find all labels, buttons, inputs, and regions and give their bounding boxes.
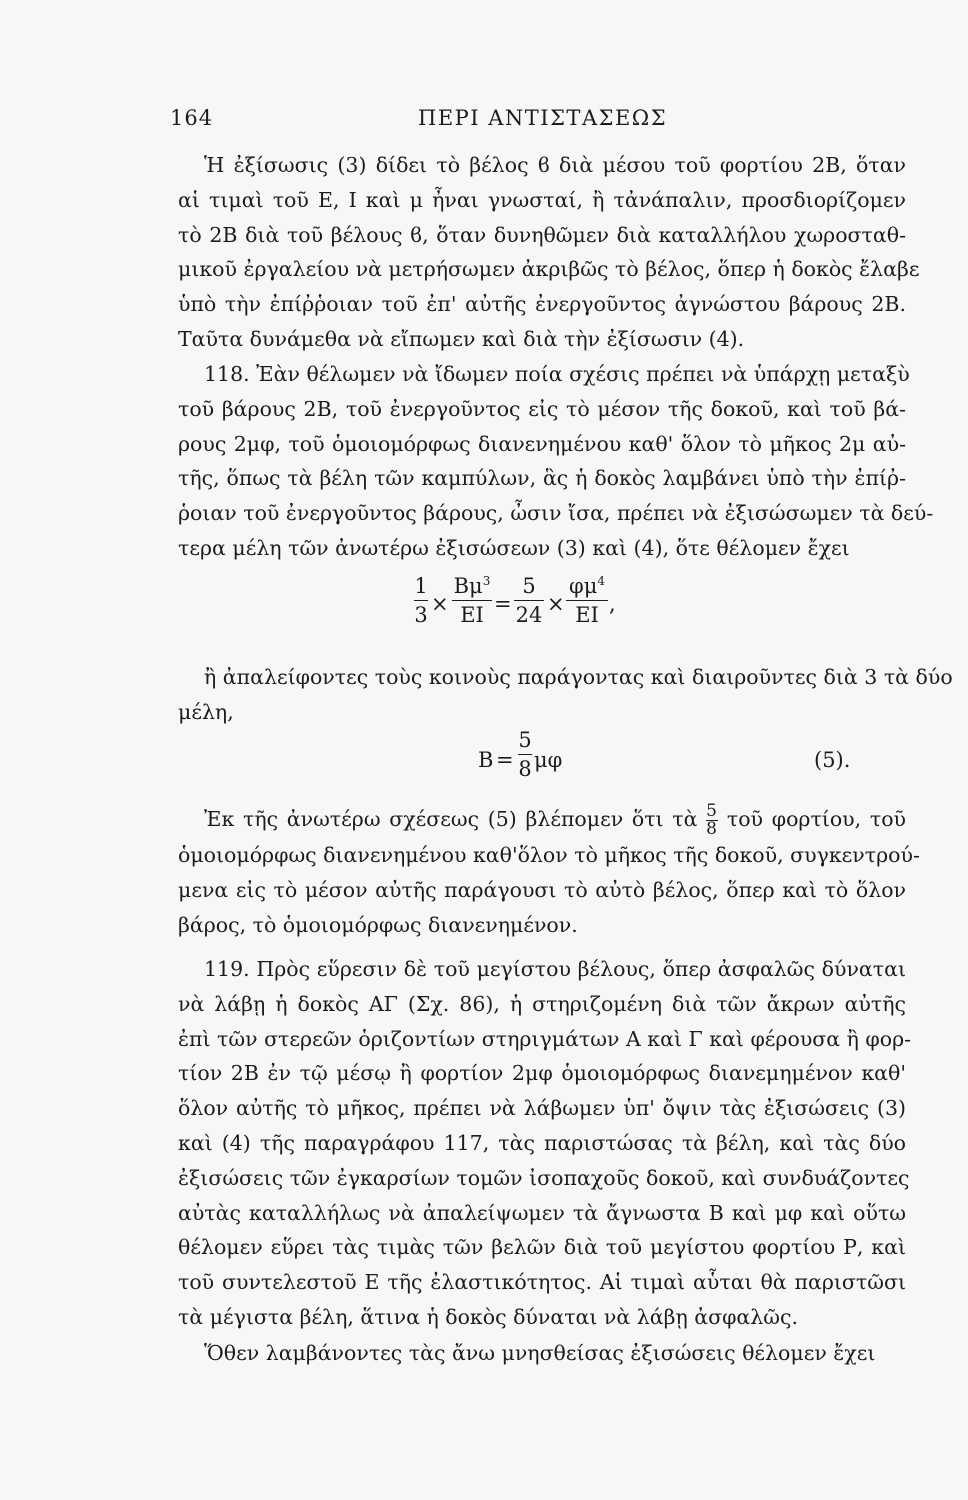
equals-sign: = <box>496 748 514 772</box>
page-number: 164 <box>170 106 214 130</box>
paragraph-119 <box>178 952 912 1335</box>
text-line: Ὅθεν λαμβάνοντες τὰς ἄνω μνησθείσας ἐξισώσεις θέλομεν ἔχει <box>204 1341 876 1365</box>
equation-rhs: μφ <box>534 748 563 772</box>
text-line: ῥοιαν τοῦ ἐνεργοῦντος βάρους, ὦσιν ἴσα, πρέπει νὰ ἐξισώσωμεν τὰ δεύ- <box>178 501 934 526</box>
inline-fraction <box>706 803 718 838</box>
text-line: Ἡ ἐξίσωσις (3) δίδει τὸ βέλος ϐ διὰ μέσου τοῦ φορτίου 2Β, ὅταν <box>204 153 906 177</box>
text-line: ὑπὸ τὴν ἐπίῤῥοιαν τοῦ ἐπ' αὐτῆς ἐνεργοῦντος ἀγνώστου βάρους 2Β. <box>178 292 906 317</box>
text-line: ρους 2μφ, τοῦ ὁμοιομόρφως διανενημένου καθ' ὅλον τὸ μῆκος 2μ αὐ- <box>178 431 906 456</box>
text-line: ὅλον αὐτῆς τὸ μῆκος, πρέπει νὰ λάβωμεν ὑπ' ὄψιν τὰς ἐξισώσεις (3) <box>178 1096 906 1121</box>
text-line: ὁμοιομόρφως διανενημένου καθ'ὅλον τὸ μῆκος τῆς δοκοῦ, συγκεντρού- <box>178 843 920 867</box>
times-sign: × <box>547 592 565 616</box>
text-line: βάρος, τὸ ὁμοιομόρφως διανενημένον. <box>178 912 578 937</box>
text-line: τίον 2Β ἐν τῷ μέσῳ ἢ φορτίον 2μφ ὁμοιομόρφως διανεμημένον καθ' <box>178 1061 906 1086</box>
equals-sign: = <box>494 592 512 616</box>
numerator: 5 <box>518 728 532 752</box>
equation-beam-deflection <box>414 574 654 654</box>
text-line: μενα εἰς τὸ μέσον αὐτῆς παράγουσι τὸ αὐτὸ βέλος, ὅπερ καὶ τὸ ὅλον <box>178 877 906 902</box>
text-line: μικοῦ ἐργαλείου νὰ μετρήσωμεν ἀκριβῶς τὸ βέλος, ὅπερ ἡ δοκὸς ἔλαβε <box>178 257 920 282</box>
denominator: 8 <box>706 819 717 839</box>
numerator: 1 <box>414 574 428 598</box>
numerator: $\varphi\mu^4$ <box>569 574 605 598</box>
text-line: καὶ (4) τῆς παραγράφου 117, τὰς παριστώσας τὰ βέλη, καὶ τὰς δύο <box>178 1130 906 1155</box>
text-line: αἱ τιμαὶ τοῦ Ε, Ι καὶ μ ἦναι γνωσταί, ἢ τἀνάπαλιν, προσδιορίζομεν <box>178 187 906 212</box>
text-line: ἐξισώσεις τῶν ἐγκαρσίων τομῶν ἰσοπαχοῦς δοκοῦ, καὶ συνδυάζοντες <box>178 1165 910 1190</box>
paragraph-closing <box>178 1336 906 1371</box>
fraction-five-eighths <box>518 728 532 781</box>
fraction-five-twentyfourths <box>514 574 544 627</box>
fraction-distributed-term <box>566 574 608 627</box>
text-fragment: τοῦ φορτίου, τοῦ <box>726 807 906 831</box>
denominator: 8 <box>518 757 532 781</box>
running-title: ΠΕΡΙ ΑΝΤΙΣΤΑΣΕΩΣ <box>418 106 668 130</box>
text-line: θέλομεν εὕρει τὰς τιμὰς τῶν βελῶν διὰ τοῦ μεγίστου φορτίου Ρ, καὶ <box>178 1235 906 1260</box>
text-line: τοῦ συντελεστοῦ Ε τῆς ἐλαστικότητος. Αἱ τιμαὶ αὗται θὰ παριστῶσι <box>178 1270 906 1295</box>
comma: , <box>609 592 616 616</box>
paragraph-1 <box>178 148 920 357</box>
equation-number: (5). <box>814 748 851 772</box>
equation-lhs: Β <box>478 748 494 772</box>
fraction-load-term <box>452 574 492 627</box>
text-line: μέλη, <box>178 699 234 724</box>
page-header <box>0 104 968 136</box>
text-line: τερα μέλη τῶν ἀνωτέρω ἐξισώσεων (3) καὶ (4), ὅτε θέλομεν ἔχει <box>178 535 850 560</box>
fraction-one-third <box>414 574 428 627</box>
equation-5 <box>478 728 858 792</box>
text-line: ἢ ἀπαλείφοντες τοὺς κοινοὺς παράγοντας καὶ διαιροῦντες διὰ 3 τὰ δύο <box>204 665 953 689</box>
text-line: Ταῦτα δυνάμεθα νὰ εἴπωμεν καὶ διὰ τὴν ἐξίσωσιν (4). <box>178 326 745 351</box>
denominator: ΕΙ <box>575 603 599 627</box>
paragraph-118 <box>178 357 934 566</box>
denominator: ΕΙ <box>460 603 484 627</box>
text-fragment: Ἐκ τῆς ἀνωτέρω σχέσεως (5) βλέπομεν ὅτι τὰ <box>204 807 698 831</box>
text-line: τὸ 2Β διὰ τοῦ βέλους ϐ, ὅταν δυνηθῶμεν διὰ καταλλήλου χωροσταθ- <box>178 222 906 247</box>
times-sign: × <box>431 592 449 616</box>
text-line <box>178 802 906 838</box>
numerator: 5 <box>706 801 717 821</box>
paragraph-consequence <box>178 801 920 942</box>
paragraph-elimination <box>178 660 953 730</box>
text-line: ἐπὶ τῶν στερεῶν ὁριζοντίων στηριγμάτων Α καὶ Γ καὶ φέρουσα ἢ φορ- <box>178 1026 912 1051</box>
text-line: 119. Πρὸς εὕρεσιν δὲ τοῦ μεγίστου βέλους, ὅπερ ἀσφαλῶς δύναται <box>204 957 906 981</box>
text-line: τῆς, ὅπως τὰ βέλη τῶν καμπύλων, ἃς ἡ δοκὸς λαμβάνει ὑπὸ τὴν ἐπίῤ- <box>178 466 906 491</box>
text-line: τὰ μέγιστα βέλη, ἅτινα ἡ δοκὸς δύναται νὰ λάβῃ ἀσφαλῶς. <box>178 1304 798 1329</box>
text-line: τοῦ βάρους 2Β, τοῦ ἐνεργοῦντος εἰς τὸ μέσον τῆς δοκοῦ, καὶ τοῦ βά- <box>178 396 906 421</box>
numerator: 5 <box>522 574 536 598</box>
denominator: 24 <box>515 603 543 627</box>
text-line: 118. Ἐὰν θέλωμεν νὰ ἴδωμεν ποία σχέσις πρέπει νὰ ὑπάρχῃ μεταξὺ <box>204 362 910 386</box>
text-line: νὰ λάβῃ ἡ δοκὸς ΑΓ (Σχ. 86), ἡ στηριζομένη διὰ τῶν ἄκρων αὐτῆς <box>178 991 906 1016</box>
denominator: 3 <box>414 603 428 627</box>
text-line: αὐτὰς καταλλήλως νὰ ἀπαλείψωμεν τὰ ἄγνωστα Β καὶ μφ καὶ οὕτω <box>178 1200 906 1225</box>
numerator: $B\mu^3$ <box>453 574 491 598</box>
